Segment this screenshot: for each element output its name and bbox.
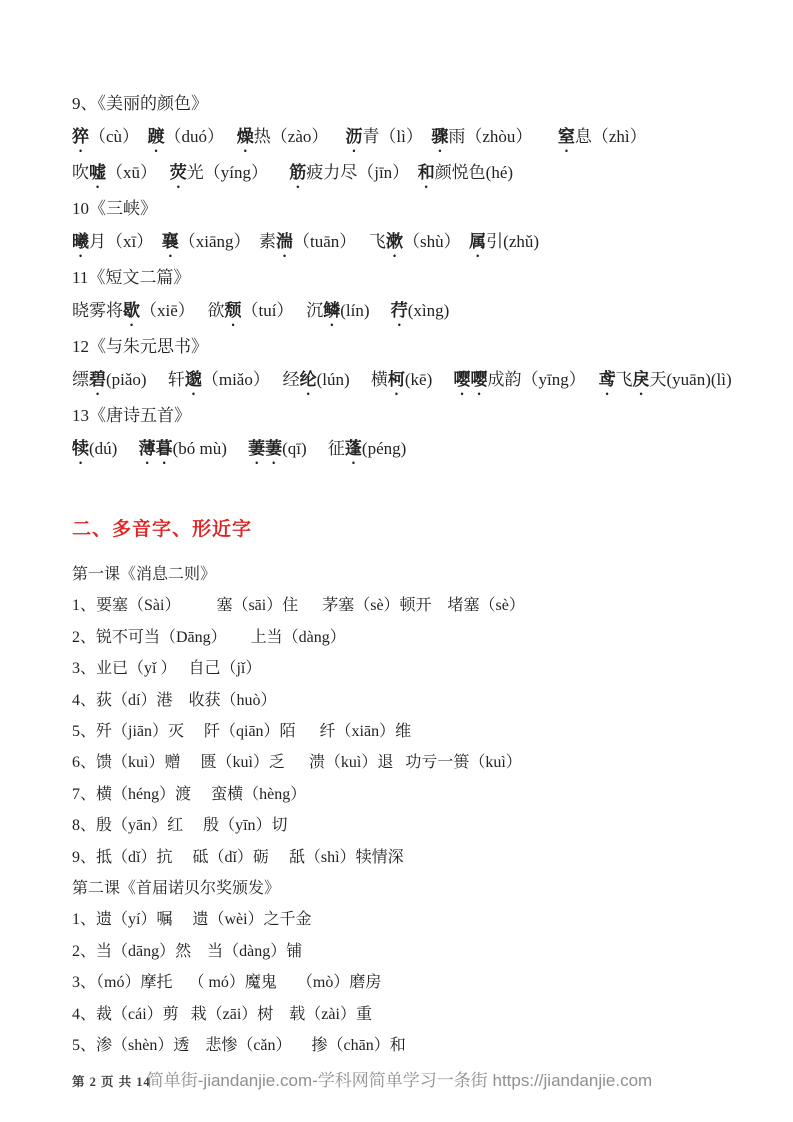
- watermark-text: 简单街-jiandanjie.com-学科网简单学习一条街 https://jiandanjie.com: [146, 1071, 653, 1090]
- text-line: 吹嘘（xū） 荧光（yíng） 筋疲力尽（jīn） 和颜悦色(hé): [72, 163, 514, 182]
- text-line: 犊(dú) 薄暮(bó mù) 萋萋(qī) 征蓬(péng): [72, 439, 407, 458]
- text-line: 12《与朱元思书》: [72, 337, 208, 356]
- page-content: [72, 87, 737, 1062]
- text-line: 1、遗（yí）嘱 遗（wèi）之千金: [72, 911, 312, 929]
- page-footer: [72, 1066, 753, 1091]
- text-line: 10《三峡》: [72, 199, 157, 218]
- text-line: 猝（cù） 踱（duó） 燥热（zào） 沥青（lì） 骤雨（zhòu） 窒息（zhì）: [72, 127, 647, 146]
- text-line: 6、馈（kuì）赠 匮（kuì）乏 溃（kuì）退 功亏一篑（kuì）: [72, 754, 522, 772]
- text-line: 缥碧(piǎo) 轩邈（miǎo） 经纶(lún) 横柯(kē) 嘤嘤成韵（yīng） 鸢飞戾天(yuān)(lì): [72, 370, 732, 389]
- text-line: 13《唐诗五首》: [72, 406, 191, 425]
- text-line: 3、（mó）摩托 （ mó）魔鬼 （mò）磨房: [72, 974, 382, 992]
- text-line: 8、殷（yān）红 殷（yīn）切: [72, 817, 288, 835]
- text-line: 3、业已（yǐ ） 自己（jǐ）: [72, 660, 262, 678]
- text-line: 曦月（xī） 襄（xiāng） 素湍（tuān） 飞漱（shù） 属引(zhǔ): [72, 232, 540, 251]
- text-line: 第二课《首届诺贝尔奖颁发》: [72, 880, 281, 898]
- text-line: 2、锐不可当（Dāng） 上当（dàng）: [72, 628, 346, 646]
- text-line: 第一课《消息二则》: [72, 566, 217, 583]
- text-line: 4、裁（cái）剪 栽（zāi）树 载（zài）重: [72, 1005, 372, 1023]
- text-line: 2、当（dāng）然 当（dàng）铺: [72, 942, 303, 960]
- text-line: 晓雾将歇（xiē） 欲颓（tuí） 沉鳞(lín) 荇(xìng): [72, 301, 450, 320]
- text-line: 5、渗（shèn）透 悲惨（cǎn） 掺（chān）和: [72, 1037, 406, 1055]
- text-line: 7、横（héng）渡 蛮横（hèng）: [72, 785, 307, 803]
- text-line: 5、歼（jiān）灭 阡（qiān）陌 纤（xiān）维: [72, 723, 412, 741]
- text-line: 9、抵（dǐ）抗 砥（dǐ）砺 舐（shì）犊情深: [72, 848, 404, 866]
- text-line: 11《短文二篇》: [72, 268, 191, 287]
- page-number: 第 2 页 共 14: [72, 1075, 151, 1089]
- section-heading-duoyinzi: 二、多音字、形近字: [72, 519, 253, 540]
- text-line: 9、《美丽的颜色》: [72, 94, 208, 113]
- text-line: 4、荻（dí）港 收获（huò）: [72, 691, 277, 709]
- section-duoyinzi-lines: [72, 559, 737, 1062]
- text-line: 1、要塞（Sài） 塞（sāi）住 茅塞（sè）顿开 堵塞（sè）: [72, 597, 525, 615]
- section-pinyin-words: [72, 87, 737, 468]
